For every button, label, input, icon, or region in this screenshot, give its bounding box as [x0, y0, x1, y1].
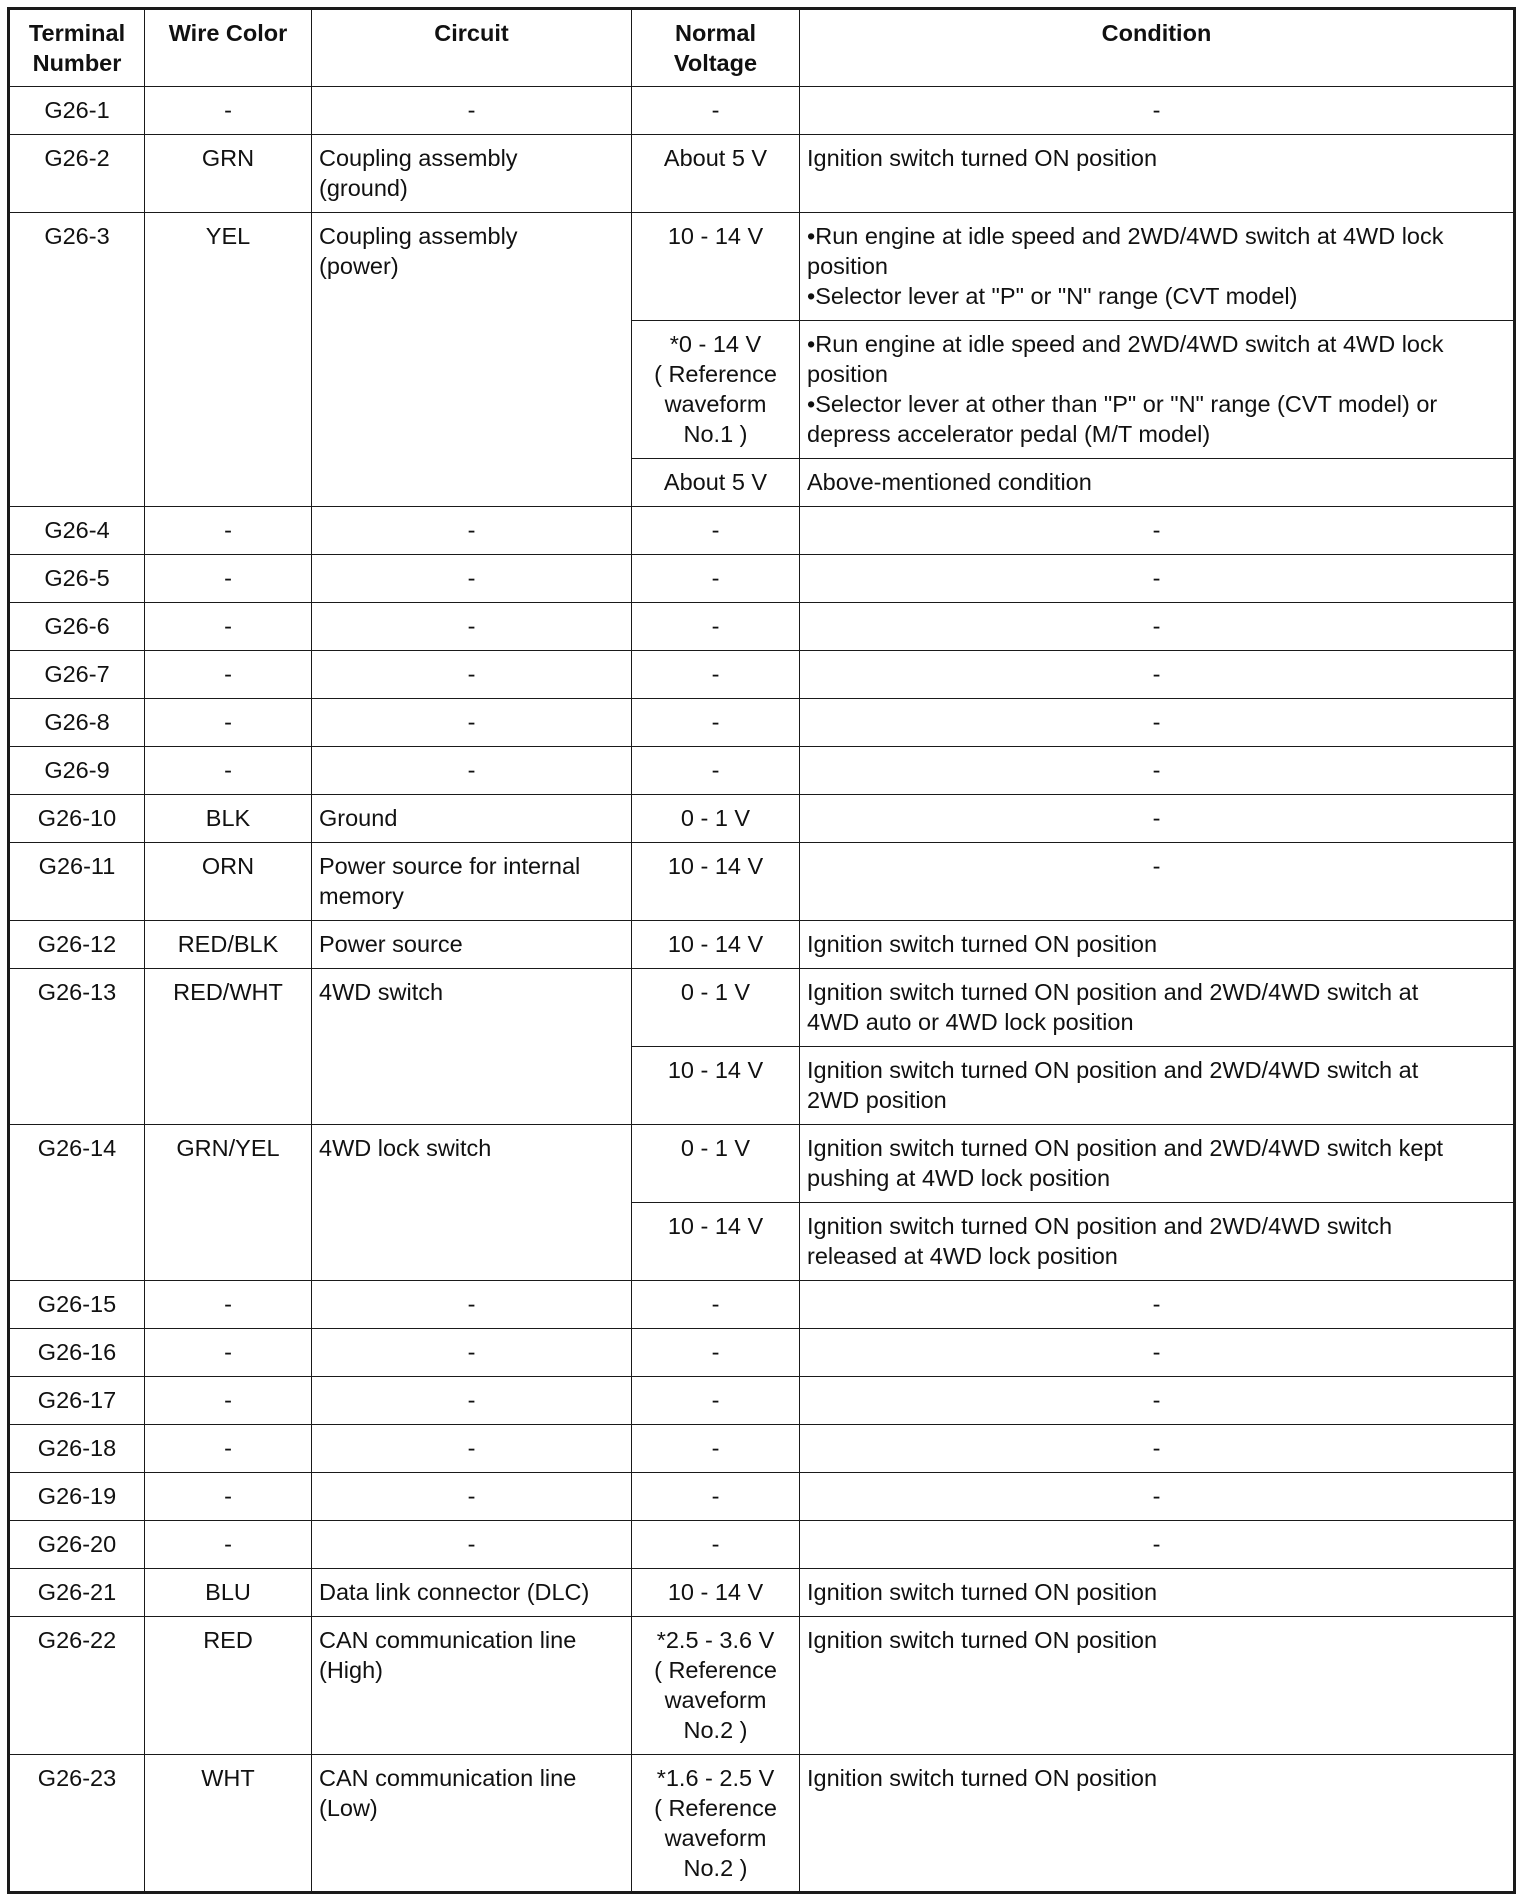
normal-voltage-cell — [632, 699, 800, 747]
wire-color-cell: - — [145, 555, 312, 603]
wire-color-cell: WHT — [145, 1755, 312, 1893]
circuit-cell-line: (power) — [319, 253, 399, 279]
circuit-cell: - — [312, 1521, 632, 1569]
circuit-cell — [312, 213, 632, 507]
terminal-number-cell: G26-22 — [9, 1617, 145, 1755]
wire-color-cell: RED/WHT — [145, 969, 312, 1125]
circuit-cell-line: memory — [319, 883, 404, 909]
normal-voltage-cell — [632, 1521, 800, 1569]
normal-voltage-cell-line: 0 - 1 V — [680, 805, 751, 831]
condition-cell — [800, 1521, 1515, 1569]
normal-voltage-cell-line: waveform — [664, 1825, 767, 1851]
table-row — [9, 1473, 1515, 1521]
normal-voltage-cell-line: No.2 ) — [683, 1855, 748, 1881]
wire-color-cell: - — [145, 87, 312, 135]
header-condition: Condition — [800, 9, 1515, 87]
circuit-cell-line: (ground) — [319, 175, 408, 201]
normal-voltage-cell — [632, 921, 800, 969]
normal-voltage-cell — [632, 135, 800, 213]
normal-voltage-cell — [632, 651, 800, 699]
terminal-number-cell: G26-5 — [9, 555, 145, 603]
condition-cell-line: - — [1152, 1531, 1161, 1557]
normal-voltage-cell-line: 10 - 14 V — [667, 853, 764, 879]
condition-cell — [800, 795, 1515, 843]
circuit-cell: - — [312, 1377, 632, 1425]
table-row — [9, 969, 1515, 1047]
terminal-number-cell: G26-19 — [9, 1473, 145, 1521]
normal-voltage-cell — [632, 747, 800, 795]
header-terminal-number: Terminal Number — [9, 9, 145, 87]
table-row — [9, 747, 1515, 795]
table-row — [9, 1617, 1515, 1755]
terminal-number-cell: G26-13 — [9, 969, 145, 1125]
condition-cell-line: - — [1152, 1435, 1161, 1461]
condition-cell — [800, 1473, 1515, 1521]
circuit-cell — [312, 1755, 632, 1893]
condition-cell-line: Above-mentioned condition — [807, 469, 1092, 495]
terminal-number-cell: G26-1 — [9, 87, 145, 135]
terminal-voltage-table — [7, 7, 1516, 1894]
wire-color-cell: ORN — [145, 843, 312, 921]
table-row — [9, 1281, 1515, 1329]
normal-voltage-cell-line: waveform — [664, 1687, 767, 1713]
terminal-number-cell: G26-9 — [9, 747, 145, 795]
normal-voltage-cell-line: 0 - 1 V — [680, 1135, 751, 1161]
wire-color-cell: - — [145, 1521, 312, 1569]
condition-cell — [800, 651, 1515, 699]
condition-cell-line: - — [1152, 565, 1161, 591]
wire-color-cell: - — [145, 1329, 312, 1377]
condition-cell-line: Ignition switch turned ON position — [807, 931, 1158, 957]
condition-cell — [800, 321, 1515, 459]
normal-voltage-cell — [632, 459, 800, 507]
circuit-cell: - — [312, 651, 632, 699]
wire-color-cell: - — [145, 603, 312, 651]
normal-voltage-cell-line: *1.6 - 2.5 V — [656, 1765, 775, 1791]
normal-voltage-cell-line: - — [711, 1483, 720, 1509]
condition-cell-line: position — [807, 253, 888, 279]
normal-voltage-cell — [632, 969, 800, 1047]
condition-cell — [800, 507, 1515, 555]
normal-voltage-cell-line: ( Reference — [654, 1657, 777, 1683]
table-row — [9, 603, 1515, 651]
terminal-number-cell: G26-16 — [9, 1329, 145, 1377]
condition-cell — [800, 1281, 1515, 1329]
normal-voltage-cell — [632, 507, 800, 555]
condition-cell — [800, 747, 1515, 795]
circuit-cell: - — [312, 1425, 632, 1473]
circuit-cell: - — [312, 1281, 632, 1329]
header-normal-voltage: Normal Voltage — [632, 9, 800, 87]
condition-cell — [800, 603, 1515, 651]
terminal-number-cell: G26-21 — [9, 1569, 145, 1617]
condition-cell-line: Ignition switch turned ON position — [807, 1579, 1158, 1605]
normal-voltage-cell-line: 0 - 1 V — [680, 979, 751, 1005]
wire-color-cell: GRN — [145, 135, 312, 213]
normal-voltage-cell — [632, 213, 800, 321]
normal-voltage-cell-line: *0 - 14 V — [669, 331, 762, 357]
normal-voltage-cell — [632, 795, 800, 843]
condition-cell — [800, 1203, 1515, 1281]
normal-voltage-cell — [632, 1569, 800, 1617]
circuit-cell: - — [312, 1473, 632, 1521]
circuit-cell-line: Coupling assembly — [319, 145, 518, 171]
circuit-cell: - — [312, 87, 632, 135]
wire-color-cell: - — [145, 507, 312, 555]
normal-voltage-cell-line: About 5 V — [663, 469, 768, 495]
table-row — [9, 699, 1515, 747]
wire-color-cell: RED/BLK — [145, 921, 312, 969]
condition-cell-line: - — [1152, 613, 1161, 639]
condition-cell-line: - — [1152, 757, 1161, 783]
circuit-cell — [312, 1617, 632, 1755]
normal-voltage-cell — [632, 1425, 800, 1473]
normal-voltage-cell-line: - — [711, 1387, 720, 1413]
header-circuit: Circuit — [312, 9, 632, 87]
normal-voltage-cell-line: waveform — [664, 391, 767, 417]
condition-cell — [800, 1377, 1515, 1425]
normal-voltage-cell — [632, 1281, 800, 1329]
normal-voltage-cell-line: 10 - 14 V — [667, 931, 764, 957]
condition-cell-line: depress accelerator pedal (M/T model) — [807, 421, 1211, 447]
circuit-cell-line: Power source for internal — [319, 853, 581, 879]
condition-cell-line: 4WD auto or 4WD lock position — [807, 1009, 1134, 1035]
wire-color-cell: - — [145, 1473, 312, 1521]
terminal-number-cell: G26-7 — [9, 651, 145, 699]
condition-cell-line: - — [1152, 709, 1161, 735]
normal-voltage-cell-line: 10 - 14 V — [667, 1213, 764, 1239]
condition-cell — [800, 843, 1515, 921]
header-row — [9, 9, 1515, 87]
circuit-cell-line: CAN communication line — [319, 1765, 577, 1791]
condition-cell — [800, 213, 1515, 321]
condition-cell — [800, 1617, 1515, 1755]
wire-color-cell: - — [145, 1377, 312, 1425]
normal-voltage-cell-line: - — [711, 709, 720, 735]
normal-voltage-cell-line: No.1 ) — [683, 421, 748, 447]
condition-cell — [800, 87, 1515, 135]
condition-cell-line: •Selector lever at "P" or "N" range (CVT model) — [807, 283, 1298, 309]
table-row — [9, 555, 1515, 603]
normal-voltage-cell-line: *2.5 - 3.6 V — [656, 1627, 775, 1653]
condition-cell — [800, 1755, 1515, 1893]
table-row — [9, 651, 1515, 699]
normal-voltage-cell — [632, 1473, 800, 1521]
wire-color-cell: - — [145, 699, 312, 747]
table-row — [9, 1425, 1515, 1473]
wire-color-cell: - — [145, 747, 312, 795]
normal-voltage-cell-line: 10 - 14 V — [667, 1579, 764, 1605]
header-wire-color: Wire Color — [145, 9, 312, 87]
terminal-number-cell: G26-17 — [9, 1377, 145, 1425]
circuit-cell: Power source — [312, 921, 632, 969]
circuit-cell: - — [312, 555, 632, 603]
terminal-number-cell: G26-14 — [9, 1125, 145, 1281]
condition-cell — [800, 969, 1515, 1047]
table-row — [9, 1125, 1515, 1203]
circuit-cell: 4WD switch — [312, 969, 632, 1125]
condition-cell-line: Ignition switch turned ON position and 2WD/4WD switch at — [807, 979, 1419, 1005]
table-row — [9, 1755, 1515, 1893]
condition-cell-line: •Run engine at idle speed and 2WD/4WD switch at 4WD lock — [807, 223, 1444, 249]
normal-voltage-cell-line: About 5 V — [663, 145, 768, 171]
table-row — [9, 1521, 1515, 1569]
normal-voltage-cell-line: - — [711, 1435, 720, 1461]
wire-color-cell: - — [145, 651, 312, 699]
terminal-number-cell: G26-20 — [9, 1521, 145, 1569]
normal-voltage-cell-line: ( Reference — [654, 1795, 777, 1821]
condition-cell — [800, 921, 1515, 969]
wire-color-cell: RED — [145, 1617, 312, 1755]
normal-voltage-cell-line: No.2 ) — [683, 1717, 748, 1743]
condition-cell — [800, 699, 1515, 747]
terminal-number-cell: G26-10 — [9, 795, 145, 843]
wire-color-cell: - — [145, 1281, 312, 1329]
table-row — [9, 507, 1515, 555]
wire-color-cell: BLK — [145, 795, 312, 843]
terminal-number-cell: G26-2 — [9, 135, 145, 213]
condition-cell-line: released at 4WD lock position — [807, 1243, 1118, 1269]
normal-voltage-cell — [632, 321, 800, 459]
terminal-number-cell: G26-8 — [9, 699, 145, 747]
condition-cell-line: Ignition switch turned ON position — [807, 145, 1158, 171]
table-row — [9, 795, 1515, 843]
condition-cell — [800, 459, 1515, 507]
condition-cell-line: - — [1152, 805, 1161, 831]
circuit-cell: - — [312, 747, 632, 795]
normal-voltage-cell-line: - — [711, 757, 720, 783]
condition-cell — [800, 1425, 1515, 1473]
normal-voltage-cell — [632, 1755, 800, 1893]
normal-voltage-cell — [632, 1125, 800, 1203]
normal-voltage-cell-line: - — [711, 1291, 720, 1317]
condition-cell-line: pushing at 4WD lock position — [807, 1165, 1111, 1191]
wire-color-cell: YEL — [145, 213, 312, 507]
normal-voltage-cell-line: - — [711, 1531, 720, 1557]
condition-cell-line: •Selector lever at other than "P" or "N" range (CVT model) or — [807, 391, 1438, 417]
circuit-cell: - — [312, 699, 632, 747]
circuit-cell-line: (High) — [319, 1657, 383, 1683]
normal-voltage-cell-line: - — [711, 613, 720, 639]
normal-voltage-cell — [632, 1329, 800, 1377]
circuit-cell — [312, 843, 632, 921]
circuit-cell: - — [312, 1329, 632, 1377]
condition-cell-line: Ignition switch turned ON position and 2WD/4WD switch — [807, 1213, 1393, 1239]
normal-voltage-cell — [632, 555, 800, 603]
table-row — [9, 87, 1515, 135]
terminal-number-cell: G26-23 — [9, 1755, 145, 1893]
condition-cell-line: - — [1152, 1291, 1161, 1317]
terminal-number-cell: G26-6 — [9, 603, 145, 651]
normal-voltage-cell-line: 10 - 14 V — [667, 1057, 764, 1083]
condition-cell-line: - — [1152, 1339, 1161, 1365]
normal-voltage-cell — [632, 1203, 800, 1281]
normal-voltage-cell-line: - — [711, 97, 720, 123]
circuit-cell: 4WD lock switch — [312, 1125, 632, 1281]
normal-voltage-cell — [632, 1377, 800, 1425]
condition-cell — [800, 1047, 1515, 1125]
condition-cell-line: Ignition switch turned ON position — [807, 1765, 1158, 1791]
normal-voltage-cell-line: - — [711, 517, 720, 543]
table-row — [9, 1569, 1515, 1617]
normal-voltage-cell-line: - — [711, 565, 720, 591]
table-row — [9, 1377, 1515, 1425]
normal-voltage-cell-line: 10 - 14 V — [667, 223, 764, 249]
normal-voltage-cell-line: - — [711, 661, 720, 687]
circuit-cell: - — [312, 603, 632, 651]
terminal-table-page — [7, 7, 1513, 1887]
terminal-number-cell: G26-11 — [9, 843, 145, 921]
condition-cell-line: Ignition switch turned ON position — [807, 1627, 1158, 1653]
wire-color-cell: - — [145, 1425, 312, 1473]
circuit-cell-line: (Low) — [319, 1795, 378, 1821]
circuit-cell: Data link connector (DLC) — [312, 1569, 632, 1617]
condition-cell-line: Ignition switch turned ON position and 2WD/4WD switch at — [807, 1057, 1419, 1083]
condition-cell — [800, 135, 1515, 213]
condition-cell — [800, 1125, 1515, 1203]
condition-cell — [800, 1569, 1515, 1617]
circuit-cell-line: CAN communication line — [319, 1627, 577, 1653]
condition-cell-line: position — [807, 361, 888, 387]
circuit-cell-line: Coupling assembly — [319, 223, 518, 249]
condition-cell-line: 2WD position — [807, 1087, 947, 1113]
table-row — [9, 1329, 1515, 1377]
condition-cell — [800, 1329, 1515, 1377]
normal-voltage-cell — [632, 603, 800, 651]
condition-cell-line: - — [1152, 97, 1161, 123]
normal-voltage-cell — [632, 1617, 800, 1755]
terminal-number-cell: G26-18 — [9, 1425, 145, 1473]
normal-voltage-cell — [632, 1047, 800, 1125]
table-row — [9, 135, 1515, 213]
condition-cell-line: - — [1152, 853, 1161, 879]
normal-voltage-cell — [632, 87, 800, 135]
condition-cell-line: Ignition switch turned ON position and 2WD/4WD switch kept — [807, 1135, 1444, 1161]
terminal-number-cell: G26-4 — [9, 507, 145, 555]
condition-cell-line: •Run engine at idle speed and 2WD/4WD switch at 4WD lock — [807, 331, 1444, 357]
terminal-number-cell: G26-15 — [9, 1281, 145, 1329]
table-row — [9, 921, 1515, 969]
condition-cell-line: - — [1152, 517, 1161, 543]
wire-color-cell: GRN/YEL — [145, 1125, 312, 1281]
terminal-number-cell: G26-3 — [9, 213, 145, 507]
condition-cell-line: - — [1152, 1483, 1161, 1509]
condition-cell — [800, 555, 1515, 603]
circuit-cell: - — [312, 507, 632, 555]
condition-cell-line: - — [1152, 661, 1161, 687]
normal-voltage-cell — [632, 843, 800, 921]
condition-cell-line: - — [1152, 1387, 1161, 1413]
circuit-cell: Ground — [312, 795, 632, 843]
table-row — [9, 843, 1515, 921]
table-row — [9, 213, 1515, 321]
normal-voltage-cell-line: ( Reference — [654, 361, 777, 387]
circuit-cell — [312, 135, 632, 213]
normal-voltage-cell-line: - — [711, 1339, 720, 1365]
terminal-number-cell: G26-12 — [9, 921, 145, 969]
wire-color-cell: BLU — [145, 1569, 312, 1617]
